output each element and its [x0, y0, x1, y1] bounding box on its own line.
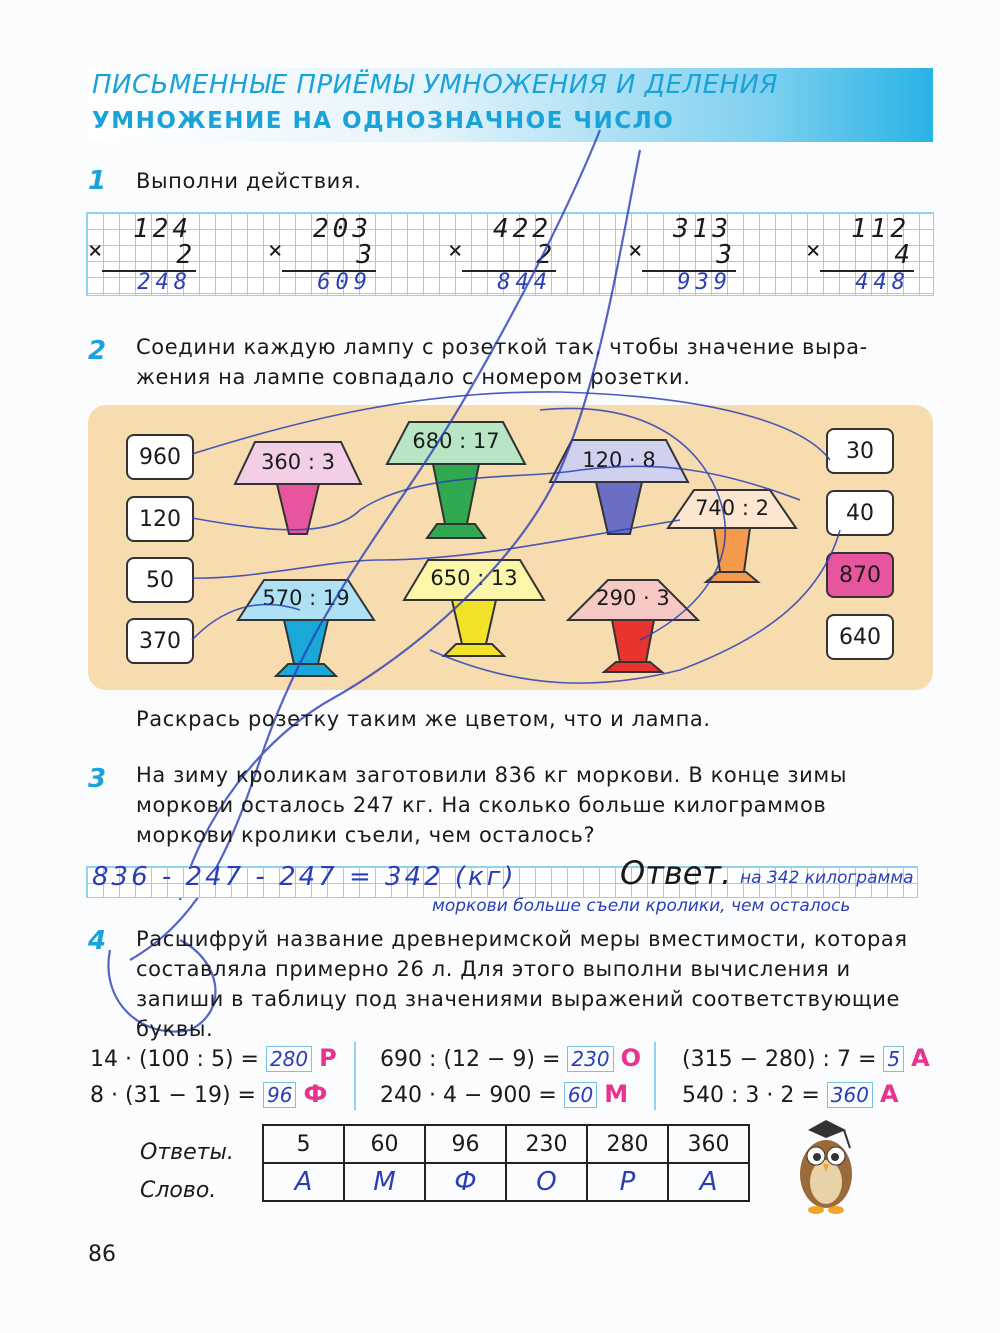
- word-cell[interactable]: Р: [587, 1163, 668, 1201]
- mult-block-4: [628, 214, 738, 294]
- task1-text: Выполни действия.: [136, 169, 362, 193]
- task2-text-line2: жения на лампе совпадало с номером розетки.: [136, 365, 691, 389]
- task3-line1: На зиму кроликам заготовили 836 кг моркови. В конце зимы: [136, 763, 848, 787]
- expr-text: 14 · (100 : 5) =: [90, 1047, 259, 1072]
- expr-text: (315 − 280) : 7 =: [682, 1047, 877, 1072]
- task1-number: 1: [88, 166, 107, 196]
- task3-answer-text2: моркови больше съели кролики, чем осталось: [432, 896, 851, 916]
- mult-block-5: [806, 214, 916, 294]
- product: 448: [855, 270, 910, 295]
- task4-line2: составляла примерно 26 л. Для этого выполни вычисления и: [136, 957, 851, 981]
- socket-right-4[interactable]: 640: [826, 614, 894, 660]
- lamp-label: 680 : 17: [412, 429, 500, 453]
- lamp-label: 290 · 3: [596, 586, 670, 610]
- times-sign: ×: [628, 236, 643, 264]
- multiplicand: 124: [133, 214, 192, 244]
- expr-letter: Ф: [303, 1080, 328, 1108]
- lamp-label: 740 : 2: [695, 496, 769, 520]
- lamp-290-3[interactable]: [566, 578, 700, 674]
- word-cell[interactable]: А: [668, 1163, 749, 1201]
- multiplier: 2: [176, 240, 192, 270]
- word-cell[interactable]: А: [263, 1163, 344, 1201]
- word-cell[interactable]: О: [506, 1163, 587, 1201]
- column-divider: [354, 1042, 356, 1110]
- expr-answer[interactable]: 280: [266, 1046, 312, 1072]
- socket-right-3[interactable]: 870: [826, 552, 894, 598]
- expr-text: 240 · 4 − 900 =: [380, 1083, 557, 1108]
- task3-number: 3: [88, 764, 107, 794]
- lamp-label: 570 : 19: [262, 586, 350, 610]
- answer-table: [262, 1124, 750, 1202]
- multiplier: 3: [356, 240, 372, 270]
- table-cell: 230: [506, 1125, 587, 1163]
- task3-answer-label: Ответ.: [620, 854, 732, 892]
- mult-block-1: [88, 214, 198, 294]
- expr-answer[interactable]: 96: [263, 1082, 296, 1108]
- table-row-answers: [263, 1125, 749, 1163]
- multiplicand: 313: [673, 214, 732, 244]
- expr-letter: Р: [319, 1044, 337, 1072]
- task2-number: 2: [88, 336, 107, 366]
- multiplicand: 112: [851, 214, 910, 244]
- lamp-570-19[interactable]: [236, 578, 376, 678]
- product: 609: [317, 270, 372, 295]
- task4-line4: буквы.: [136, 1017, 214, 1041]
- word-cell[interactable]: М: [344, 1163, 425, 1201]
- page-number: 86: [88, 1242, 116, 1267]
- multiplier: 2: [536, 240, 552, 270]
- expr-letter: М: [604, 1080, 629, 1108]
- lamp-650-13[interactable]: [402, 558, 546, 658]
- task2-text-line1: Соедини каждую лампу с розеткой так, чтобы значение выра-: [136, 335, 868, 359]
- expr-row-6: [682, 1080, 899, 1108]
- task4-line1: Расшифруй название древнеримской меры вместимости, которая: [136, 927, 908, 951]
- task3-solution: 836 - 247 - 247 = 342 (кг): [92, 862, 517, 892]
- lamp-360-3[interactable]: [233, 440, 363, 540]
- expr-row-2: [90, 1080, 327, 1108]
- expr-answer[interactable]: 5: [883, 1046, 904, 1072]
- column-divider: [654, 1042, 656, 1110]
- task4-line3: запиши в таблицу под значениями выражений соответствующие: [136, 987, 901, 1011]
- table-row-word: [263, 1163, 749, 1201]
- socket-left-3[interactable]: 50: [126, 557, 194, 603]
- socket-left-2[interactable]: 120: [126, 496, 194, 542]
- word-cell[interactable]: Ф: [425, 1163, 506, 1201]
- table-cell: 60: [344, 1125, 425, 1163]
- table-cell: 96: [425, 1125, 506, 1163]
- expr-row-3: [380, 1044, 641, 1072]
- multiplier: 4: [894, 240, 910, 270]
- socket-right-1[interactable]: 30: [826, 428, 894, 474]
- product: 844: [497, 270, 552, 295]
- expr-row-4: [380, 1080, 628, 1108]
- expr-text: 690 : (12 − 9) =: [380, 1047, 561, 1072]
- product: 939: [677, 270, 732, 295]
- socket-left-4[interactable]: 370: [126, 618, 194, 664]
- times-sign: ×: [448, 236, 463, 264]
- expr-text: 8 · (31 − 19) =: [90, 1083, 256, 1108]
- lamp-740-2[interactable]: [666, 488, 798, 584]
- expr-answer[interactable]: 230: [567, 1046, 613, 1072]
- task4-number: 4: [88, 926, 107, 956]
- times-sign: ×: [268, 236, 283, 264]
- mult-block-3: [448, 214, 558, 294]
- multiplier: 3: [716, 240, 732, 270]
- socket-left-1[interactable]: 960: [126, 434, 194, 480]
- table-cell: 5: [263, 1125, 344, 1163]
- expr-letter: А: [879, 1080, 899, 1108]
- lamp-label: 120 · 8: [582, 448, 656, 472]
- row-label-word: Слово.: [140, 1178, 217, 1203]
- lamp-label: 650 : 13: [430, 566, 518, 590]
- task2-footer: Раскрась розетку таким же цветом, что и лампа.: [136, 707, 711, 731]
- expr-row-1: [90, 1044, 337, 1072]
- expr-letter: А: [911, 1044, 930, 1072]
- page-subtitle: УМНОЖЕНИЕ НА ОДНОЗНАЧНОЕ ЧИСЛО: [92, 108, 675, 134]
- expr-row-5: [682, 1044, 930, 1072]
- page-title: ПИСЬМЕННЫЕ ПРИЁМЫ УМНОЖЕНИЯ И ДЕЛЕНИЯ: [92, 70, 779, 100]
- expr-answer[interactable]: 60: [564, 1082, 597, 1108]
- owl-icon: [786, 1118, 866, 1218]
- product: 248: [137, 270, 192, 295]
- table-cell: 280: [587, 1125, 668, 1163]
- expr-letter: О: [620, 1044, 641, 1072]
- multiplicand: 422: [493, 214, 552, 244]
- row-label-answers: Ответы.: [140, 1140, 234, 1165]
- expr-answer[interactable]: 360: [827, 1082, 873, 1108]
- times-sign: ×: [806, 236, 821, 264]
- table-cell: 360: [668, 1125, 749, 1163]
- lamp-label: 360 : 3: [261, 450, 335, 474]
- task3-line3: моркови кролики съели, чем осталось?: [136, 823, 596, 847]
- multiplicand: 203: [313, 214, 372, 244]
- task3-line2: моркови осталось 247 кг. На сколько больше килограммов: [136, 793, 827, 817]
- mult-block-2: [268, 214, 378, 294]
- times-sign: ×: [88, 236, 103, 264]
- expr-text: 540 : 3 · 2 =: [682, 1083, 820, 1108]
- socket-right-2[interactable]: 40: [826, 490, 894, 536]
- lamp-680-17[interactable]: [385, 420, 527, 544]
- task3-answer-text1: на 342 килограмма: [740, 868, 914, 888]
